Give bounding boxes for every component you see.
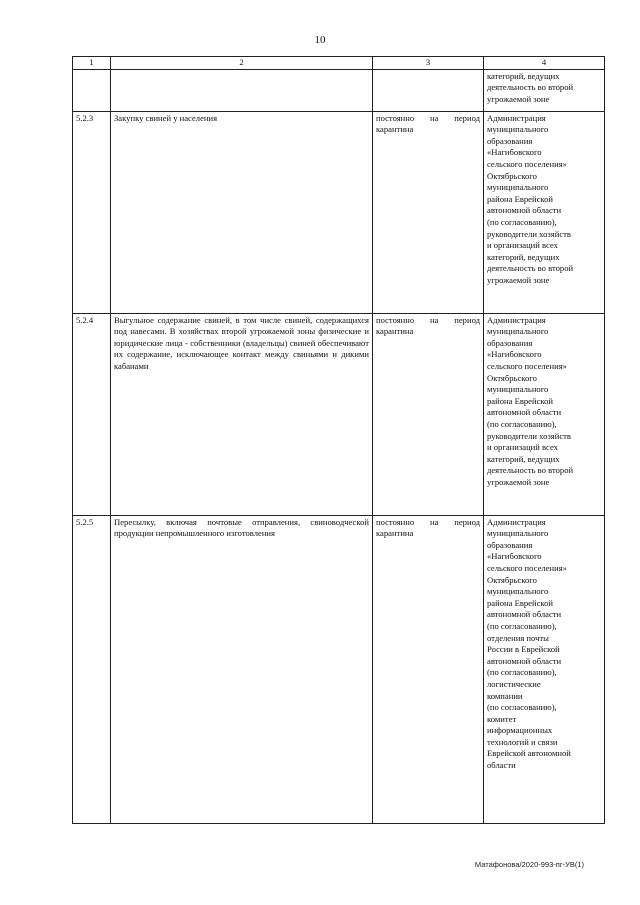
cell-measure: Пересылку, включая почтовые отправления, свиноводческой продукции непромышленного изготовления — [111, 515, 373, 823]
cell-responsible: Администрация муниципального образования «Нагибовского сельского поселения» Октябрьского муниципального района Еврейской автономной области (по согласованию), отделения почты России в Еврейской автономной области (по согласованию), логистические компании (по согласованию), комитет информационных технологий и связи Еврейской автономной области — [484, 515, 605, 823]
cell-measure: Выгульное содержание свиней, в том числе свиней, содержащихся под навесами. В хозяйствах второй угрожаемой зоны физические и юридические лица - собственники (владельцы) свиней обеспечивают их содержание, исключающее контакт между свиньями и дикими кабанами — [111, 313, 373, 515]
measures-table — [72, 56, 605, 824]
cell-empty — [111, 69, 373, 111]
cell-number: 5.2.4 — [73, 313, 111, 515]
cell-empty — [73, 69, 111, 111]
table-row — [73, 313, 605, 515]
cell-empty — [373, 69, 484, 111]
cell-period: постоянно на период карантина — [373, 313, 484, 515]
cell-responsible-continuation: категорий, ведущих деятельность во второй угрожаемой зоне — [484, 69, 605, 111]
cell-measure: Закупку свиней у населения — [111, 111, 373, 313]
cell-number: 5.2.3 — [73, 111, 111, 313]
table-row-continuation — [73, 69, 605, 111]
page-number: 10 — [314, 34, 326, 46]
cell-responsible: Администрация муниципального образования «Нагибовского сельского поселения» Октябрьского муниципального района Еврейской автономной области (по согласованию), руководители хозяйств и организаций всех категорий, ведущих деятельность во второй угрожаемой зоне — [484, 111, 605, 313]
header-col-2: 2 — [111, 57, 373, 70]
document-code: Матафонова/2020-993-пг-УВ(1) — [474, 860, 584, 869]
header-col-3: 3 — [373, 57, 484, 70]
cell-responsible: Администрация муниципального образования «Нагибовского сельского поселения» Октябрьского муниципального района Еврейской автономной области (по согласованию), руководители хозяйств и организаций всех категорий, ведущих деятельность во второй угрожаемой зоне — [484, 313, 605, 515]
header-col-1: 1 — [73, 57, 111, 70]
header-col-4: 4 — [484, 57, 605, 70]
table-row — [73, 111, 605, 313]
cell-period: постоянно на период карантина — [373, 111, 484, 313]
cell-number: 5.2.5 — [73, 515, 111, 823]
cell-period: постоянно на период карантина — [373, 515, 484, 823]
table-header-row — [73, 57, 605, 70]
table-row — [73, 515, 605, 823]
